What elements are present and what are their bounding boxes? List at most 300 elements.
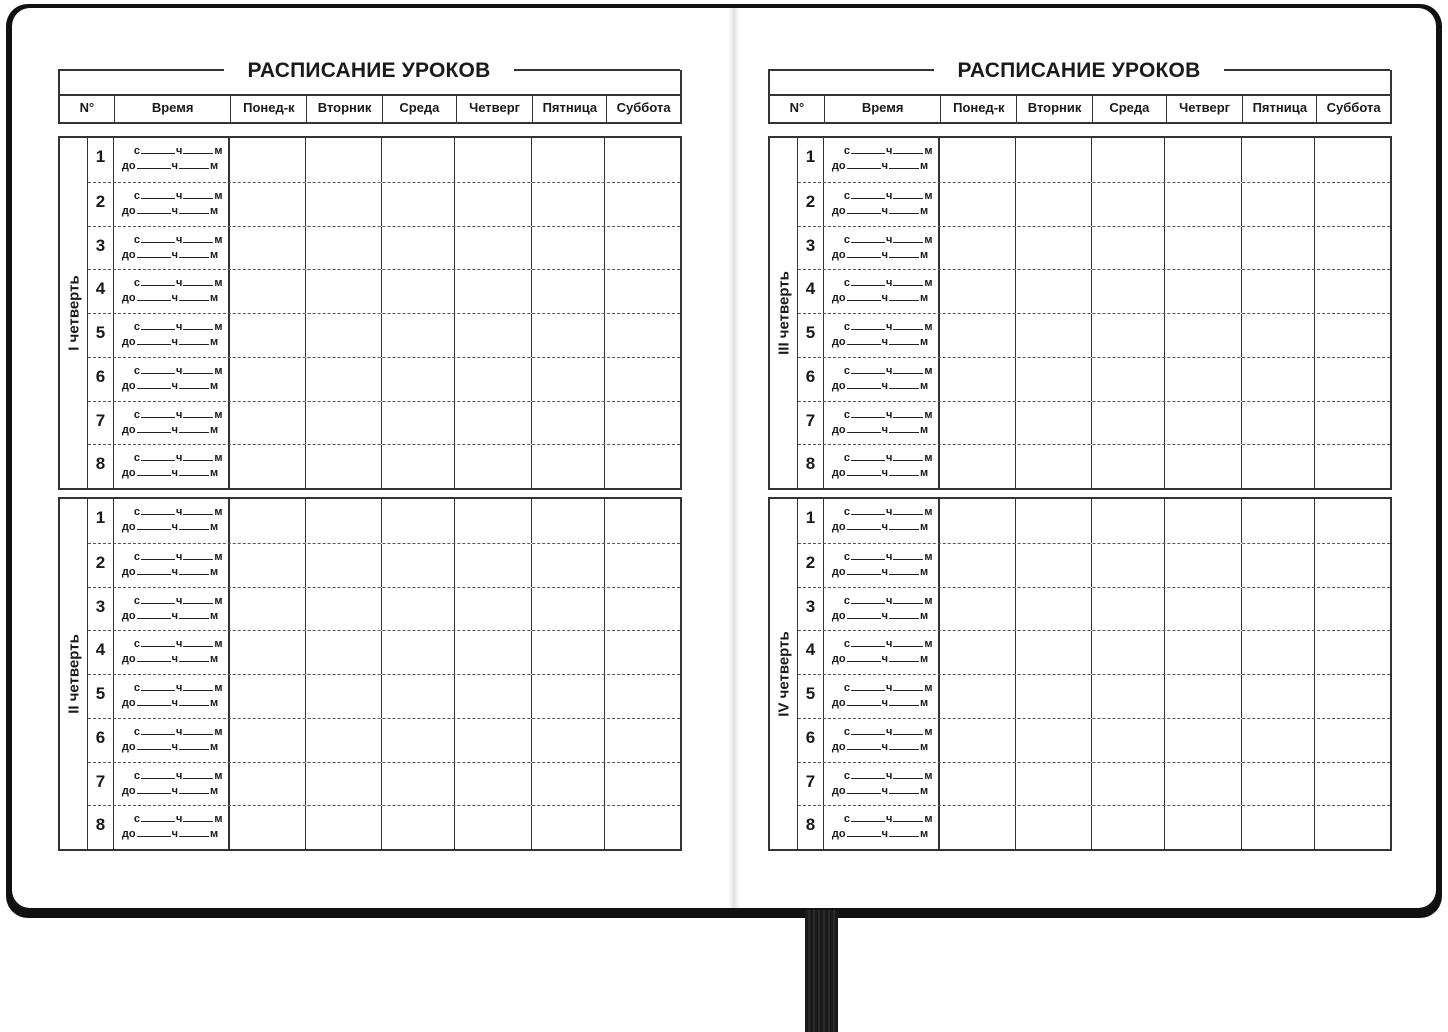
time-field[interactable]: с ч м до ч м [114,138,230,182]
time-field[interactable]: с ч м до ч м [824,402,940,445]
day-cell[interactable] [1092,544,1166,587]
day-cell[interactable] [230,499,306,543]
lesson-row [88,182,680,226]
day-cell[interactable] [306,138,382,182]
lesson-number: 5 [88,314,114,357]
day-cell[interactable] [382,270,456,313]
day-cell[interactable] [1315,183,1390,226]
time-field[interactable]: с ч м до ч м [824,270,940,313]
time-field[interactable]: с ч м до ч м [824,675,940,718]
day-cell[interactable] [1242,544,1316,587]
day-cell[interactable] [1315,499,1390,543]
day-cell[interactable] [1016,314,1092,357]
time-field[interactable]: с ч м до ч м [114,402,230,445]
day-cell[interactable] [382,763,456,806]
day-cell[interactable] [1315,358,1390,401]
column-header-cell: Время [824,96,941,122]
time-field[interactable]: с ч м до ч м [114,314,230,357]
day-cell[interactable] [1165,675,1242,718]
day-cell[interactable] [1165,806,1242,849]
day-cell[interactable] [1016,183,1092,226]
column-header-cell: N° [79,100,95,115]
day-cell[interactable] [1165,445,1242,488]
day-cell[interactable] [1092,763,1166,806]
day-cell[interactable] [1165,183,1242,226]
day-cell[interactable] [382,402,456,445]
lesson-number: 5 [88,675,114,718]
day-cell[interactable] [1242,763,1316,806]
day-cell[interactable] [1092,588,1166,631]
lesson-number: 8 [798,445,824,488]
quarter-label: IV четверть [770,499,798,849]
lesson-row [88,499,680,543]
day-cell[interactable] [455,402,532,445]
time-field[interactable]: с ч м до ч м [114,544,230,587]
time-field[interactable]: с ч м до ч м [824,631,940,674]
day-cell[interactable] [306,183,382,226]
day-cell[interactable] [306,445,382,488]
day-cell[interactable] [230,445,306,488]
day-cell[interactable] [1242,358,1316,401]
day-cell[interactable] [532,588,606,631]
lesson-number: 5 [798,314,824,357]
day-cell[interactable] [382,183,456,226]
lesson-row [88,762,680,806]
time-field[interactable]: с ч м до ч м [114,183,230,226]
time-field[interactable]: с ч м до ч м [114,763,230,806]
day-cell[interactable] [940,445,1016,488]
day-cell[interactable] [306,227,382,270]
time-field[interactable]: с ч м до ч м [824,719,940,762]
day-cell[interactable] [455,763,532,806]
quarter-block [768,136,1392,490]
day-cell[interactable] [1016,544,1092,587]
lesson-row [88,805,680,849]
column-header-cell: Четверг [456,96,533,122]
day-cell[interactable] [532,763,606,806]
time-field[interactable]: с ч м до ч м [114,631,230,674]
day-cell[interactable] [306,631,382,674]
lesson-row [798,805,1390,849]
lesson-row [88,543,680,587]
lesson-number: 6 [88,719,114,762]
day-cell[interactable] [1016,806,1092,849]
day-cell[interactable] [1165,544,1242,587]
time-field[interactable]: с ч м до ч м [114,270,230,313]
day-cell[interactable] [382,499,456,543]
lesson-row [798,674,1390,718]
day-cell[interactable] [306,806,382,849]
time-field[interactable]: с ч м до ч м [114,806,230,849]
day-cell[interactable] [382,445,456,488]
column-header-cell: Суббота [606,96,680,122]
day-cell[interactable] [940,227,1016,270]
day-cell[interactable] [532,138,606,182]
day-cell[interactable] [1016,445,1092,488]
day-cell[interactable] [1315,631,1390,674]
day-cell[interactable] [1242,445,1316,488]
day-cell[interactable] [605,402,680,445]
day-cell[interactable] [605,806,680,849]
time-field[interactable]: с ч м до ч м [824,314,940,357]
day-cell[interactable] [455,138,532,182]
day-cell[interactable] [306,588,382,631]
day-cell[interactable] [1315,227,1390,270]
lesson-number: 8 [798,806,824,849]
lesson-row [798,587,1390,631]
time-field[interactable]: с ч м до ч м [824,588,940,631]
day-cell[interactable] [382,719,456,762]
lesson-row [798,543,1390,587]
day-cell[interactable] [455,358,532,401]
day-cell[interactable] [230,631,306,674]
day-cell[interactable] [1315,270,1390,313]
day-cell[interactable] [455,588,532,631]
time-field[interactable]: с ч м до ч м [824,358,940,401]
day-cell[interactable] [605,719,680,762]
day-cell[interactable] [1092,675,1166,718]
time-field[interactable]: с ч м до ч м [114,588,230,631]
day-cell[interactable] [230,544,306,587]
column-header-cell: Среда [1092,96,1166,122]
day-cell[interactable] [306,544,382,587]
quarter-label: II четверть [60,499,88,849]
day-cell[interactable] [1315,544,1390,587]
day-cell[interactable] [306,314,382,357]
day-cell[interactable] [1165,270,1242,313]
day-cell[interactable] [605,631,680,674]
bookmark-ribbon[interactable] [805,910,838,1032]
lesson-row [798,762,1390,806]
day-cell[interactable] [940,138,1016,182]
day-cell[interactable] [306,358,382,401]
day-cell[interactable] [306,675,382,718]
time-field[interactable]: с ч м до ч м [824,806,940,849]
day-cell[interactable] [382,544,456,587]
time-field[interactable]: с ч м до ч м [114,675,230,718]
lesson-row [798,499,1390,543]
day-cell[interactable] [230,183,306,226]
day-cell[interactable] [1092,183,1166,226]
day-cell[interactable] [1016,719,1092,762]
day-cell[interactable] [1165,402,1242,445]
day-cell[interactable] [532,227,606,270]
day-cell[interactable] [306,499,382,543]
day-cell[interactable] [940,806,1016,849]
lesson-number: 5 [798,675,824,718]
column-header-cell: Понед-к [940,96,1016,122]
day-cell[interactable] [455,314,532,357]
day-cell[interactable] [306,402,382,445]
day-cell[interactable] [940,544,1016,587]
lesson-number: 1 [88,499,114,543]
day-cell[interactable] [1165,631,1242,674]
day-cell[interactable] [1242,588,1316,631]
day-cell[interactable] [1242,270,1316,313]
day-cell[interactable] [1315,675,1390,718]
day-cell[interactable] [532,806,606,849]
day-cell[interactable] [940,499,1016,543]
lesson-row [798,182,1390,226]
lesson-number: 7 [798,402,824,445]
quarter-block [768,497,1392,851]
day-cell[interactable] [940,314,1016,357]
day-cell[interactable] [230,227,306,270]
day-cell[interactable] [532,314,606,357]
day-cell[interactable] [1315,314,1390,357]
lesson-number: 7 [88,763,114,806]
day-cell[interactable] [1092,402,1166,445]
day-cell[interactable] [1165,358,1242,401]
time-field[interactable]: с ч м до ч м [824,763,940,806]
column-header-cell: Среда [382,96,456,122]
day-cell[interactable] [230,138,306,182]
time-field[interactable]: с ч м до ч м [114,445,230,488]
column-header-cell: Вторник [1016,96,1092,122]
day-cell[interactable] [1242,806,1316,849]
quarter-label: III четверть [770,138,798,488]
time-field[interactable]: с ч м до ч м [114,227,230,270]
day-cell[interactable] [1165,763,1242,806]
quarter-block [58,136,682,490]
day-cell[interactable] [1165,314,1242,357]
day-cell[interactable] [1016,138,1092,182]
day-cell[interactable] [1315,719,1390,762]
lesson-number: 6 [798,358,824,401]
day-cell[interactable] [532,445,606,488]
time-field[interactable]: с ч м до ч м [824,544,940,587]
day-cell[interactable] [455,806,532,849]
day-cell[interactable] [532,183,606,226]
day-cell[interactable] [940,358,1016,401]
day-cell[interactable] [1016,270,1092,313]
day-cell[interactable] [605,499,680,543]
day-cell[interactable] [306,719,382,762]
day-cell[interactable] [940,763,1016,806]
lesson-number: 7 [798,763,824,806]
lesson-number: 1 [798,138,824,182]
day-cell[interactable] [455,183,532,226]
day-cell[interactable] [1315,138,1390,182]
day-cell[interactable] [605,445,680,488]
day-cell[interactable] [1016,588,1092,631]
day-cell[interactable] [605,314,680,357]
day-cell[interactable] [230,270,306,313]
page-title: РАСПИСАНИЕ УРОКОВ [948,59,1211,82]
day-cell[interactable] [1242,675,1316,718]
day-cell[interactable] [455,631,532,674]
day-cell[interactable] [1165,499,1242,543]
lesson-row [88,138,680,182]
day-cell[interactable] [605,358,680,401]
day-cell[interactable] [1092,358,1166,401]
day-cell[interactable] [1016,402,1092,445]
day-cell[interactable] [532,270,606,313]
day-cell[interactable] [605,270,680,313]
day-cell[interactable] [382,675,456,718]
day-cell[interactable] [605,763,680,806]
day-cell[interactable] [230,588,306,631]
day-cell[interactable] [1016,631,1092,674]
day-cell[interactable] [605,544,680,587]
day-cell[interactable] [382,806,456,849]
day-cell[interactable] [230,358,306,401]
lesson-number: 2 [798,183,824,226]
day-cell[interactable] [1242,402,1316,445]
day-cell[interactable] [605,227,680,270]
quarter-label: I четверть [60,138,88,488]
lesson-number: 1 [88,138,114,182]
day-cell[interactable] [230,806,306,849]
column-header [58,70,682,124]
lesson-number: 7 [88,402,114,445]
day-cell[interactable] [306,270,382,313]
lesson-number: 2 [798,544,824,587]
lesson-row [798,718,1390,762]
time-field[interactable]: с ч м до ч м [114,499,230,543]
time-field[interactable]: с ч м до ч м [824,499,940,543]
day-cell[interactable] [532,675,606,718]
day-cell[interactable] [382,588,456,631]
day-cell[interactable] [940,588,1016,631]
time-field[interactable]: с ч м до ч м [824,445,940,488]
day-cell[interactable] [532,358,606,401]
day-cell[interactable] [1016,227,1092,270]
day-cell[interactable] [455,270,532,313]
day-cell[interactable] [382,631,456,674]
lesson-number: 4 [798,270,824,313]
day-cell[interactable] [230,719,306,762]
day-cell[interactable] [382,314,456,357]
day-cell[interactable] [1092,719,1166,762]
day-cell[interactable] [1016,763,1092,806]
lesson-number: 6 [88,358,114,401]
day-cell[interactable] [306,763,382,806]
day-cell[interactable] [1315,763,1390,806]
day-cell[interactable] [1016,499,1092,543]
time-field[interactable]: с ч м до ч м [824,138,940,182]
time-field[interactable]: с ч м до ч м [824,227,940,270]
lesson-number: 8 [88,806,114,849]
lesson-row [798,226,1390,270]
lesson-row [88,630,680,674]
day-cell[interactable] [1016,358,1092,401]
day-cell[interactable] [605,138,680,182]
day-cell[interactable] [1092,314,1166,357]
column-header-cell: Вторник [306,96,382,122]
day-cell[interactable] [382,358,456,401]
lesson-number: 4 [88,270,114,313]
day-cell[interactable] [1165,719,1242,762]
day-cell[interactable] [1092,138,1166,182]
day-cell[interactable] [1016,675,1092,718]
day-cell[interactable] [605,675,680,718]
day-cell[interactable] [1315,588,1390,631]
day-cell[interactable] [1165,588,1242,631]
day-cell[interactable] [1092,631,1166,674]
lesson-number: 6 [798,719,824,762]
day-cell[interactable] [1092,499,1166,543]
day-cell[interactable] [1092,270,1166,313]
day-cell[interactable] [1242,183,1316,226]
time-field[interactable]: с ч м до ч м [114,719,230,762]
lesson-row [798,138,1390,182]
day-cell[interactable] [532,631,606,674]
lesson-number: 8 [88,445,114,488]
day-cell[interactable] [940,719,1016,762]
lesson-number: 3 [798,588,824,631]
day-cell[interactable] [1242,499,1316,543]
day-cell[interactable] [532,499,606,543]
lesson-row [88,226,680,270]
day-cell[interactable] [1165,138,1242,182]
day-cell[interactable] [940,402,1016,445]
day-cell[interactable] [455,675,532,718]
lesson-row [88,269,680,313]
lesson-row [88,444,680,488]
time-field[interactable]: с ч м до ч м [114,358,230,401]
day-cell[interactable] [940,675,1016,718]
day-cell[interactable] [1092,445,1166,488]
lesson-row [798,630,1390,674]
day-cell[interactable] [1165,227,1242,270]
day-cell[interactable] [382,227,456,270]
day-cell[interactable] [455,499,532,543]
lesson-number: 4 [798,631,824,674]
day-cell[interactable] [1242,719,1316,762]
lesson-number: 3 [88,588,114,631]
day-cell[interactable] [455,227,532,270]
column-header-cell: Время [114,96,231,122]
day-cell[interactable] [230,402,306,445]
day-cell[interactable] [605,183,680,226]
time-field[interactable]: с ч м до ч м [824,183,940,226]
day-cell[interactable] [1242,631,1316,674]
day-cell[interactable] [1315,445,1390,488]
column-header-cell: Понед-к [230,96,306,122]
day-cell[interactable] [1242,138,1316,182]
lesson-row [798,357,1390,401]
day-cell[interactable] [1315,402,1390,445]
lesson-number: 3 [798,227,824,270]
lesson-row [88,313,680,357]
day-cell[interactable] [532,402,606,445]
day-cell[interactable] [532,719,606,762]
day-cell[interactable] [455,719,532,762]
day-cell[interactable] [605,588,680,631]
day-cell[interactable] [230,763,306,806]
day-cell[interactable] [455,544,532,587]
day-cell[interactable] [230,675,306,718]
day-cell[interactable] [1242,227,1316,270]
lesson-row [798,269,1390,313]
day-cell[interactable] [1092,806,1166,849]
day-cell[interactable] [532,544,606,587]
day-cell[interactable] [940,631,1016,674]
day-cell[interactable] [1315,806,1390,849]
lesson-number: 2 [88,544,114,587]
day-cell[interactable] [940,183,1016,226]
lesson-number: 4 [88,631,114,674]
day-cell[interactable] [382,138,456,182]
lesson-row [798,444,1390,488]
day-cell[interactable] [1242,314,1316,357]
lesson-number: 3 [88,227,114,270]
day-cell[interactable] [940,270,1016,313]
day-cell[interactable] [455,445,532,488]
day-cell[interactable] [1092,227,1166,270]
day-cell[interactable] [230,314,306,357]
